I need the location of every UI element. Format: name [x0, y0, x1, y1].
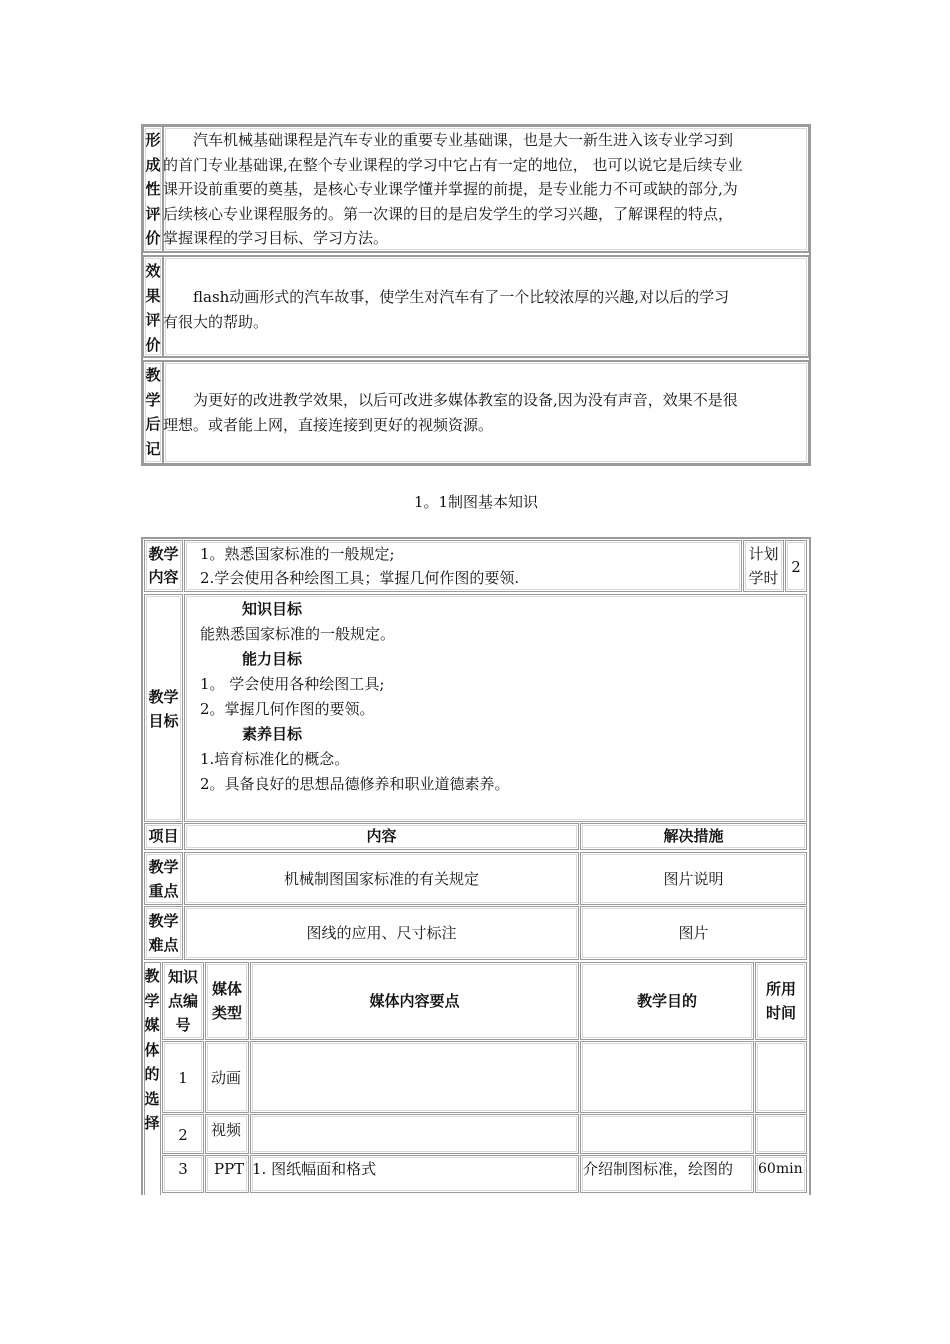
formative-eval-text: 汽车机械基础课程是汽车专业的重要专业基础课，也是大一新生进入该专业学习到 的首门专业基础课,在整个专业课程的学习中它占有一定的地位， 也可以说它是后续专业 课开设前重要的奠基，是核心专业课学懂并掌握的前提，是专业能力不可或缺的部分,为 后续核心专业课程服务的。第一次课的目的是启发学生的学习兴趣，了解课程的特点， 掌握课程的学习目标、学习方法。	[163, 131, 743, 247]
media-row-3-purpose: 介绍制图标准，绘图的	[583, 1160, 734, 1178]
table-row	[755, 1114, 807, 1154]
difficulty-content: 图线的应用、尺寸标注	[306, 924, 457, 942]
key-point-measure: 图片说明	[663, 870, 724, 888]
key-point-content: 机械制图国家标准的有关规定	[283, 870, 479, 888]
table-row	[250, 1041, 579, 1113]
table-row	[580, 1041, 754, 1113]
goal-content: 知识目标 能熟悉国家标准的一般规定。 能力目标 1。 学会使用各种绘图工具; 2。掌握几何作图的要领。 素养目标 1.培育标准化的概念。 2。具备良好的思想品德修养和职业道德素养。	[200, 597, 510, 797]
goal-label: 教学 目标	[148, 688, 179, 730]
effect-eval-label: 效 果 评 价	[145, 262, 161, 354]
media-label: 教 学 媒 体 的 选 择	[144, 967, 160, 1132]
content-label: 教学 内容	[148, 545, 179, 586]
header-item: 项目	[148, 827, 179, 845]
difficulty-measure: 图片	[678, 924, 709, 942]
section-title: 1。1制图基本知识	[413, 493, 539, 511]
media-row-3-type: PPT	[214, 1160, 245, 1178]
media-row-3-points: 1. 图纸幅面和格式	[252, 1160, 377, 1178]
formative-eval-label: 形 成 性 评 价	[145, 131, 161, 247]
table-row	[755, 1041, 807, 1113]
ability-goal-title: 能力目标	[242, 650, 303, 668]
effect-eval-text: flash动画形式的汽车故事，使学生对汽车有了一个比较浓厚的兴趣,对以后的学习 有很大的帮助。	[163, 288, 730, 331]
difficulty-label: 教学 难点	[148, 912, 179, 954]
header-content: 内容	[366, 827, 397, 845]
media-row-3-time: 60min	[758, 1161, 803, 1177]
knowledge-goal-title: 知识目标	[242, 600, 303, 618]
content-text: 1。熟悉国家标准的一般规定; 2.学会使用各种绘图工具；掌握几何作图的要领.	[200, 545, 520, 587]
header-measure: 解决措施	[663, 827, 724, 845]
key-point-label: 教学 重点	[148, 858, 179, 900]
media-purpose-header: 教学目的	[636, 992, 697, 1010]
media-row-2-type: 视频	[211, 1121, 242, 1139]
media-row-1-type: 动画	[211, 1069, 242, 1087]
media-row-1-num: 1	[178, 1069, 188, 1087]
media-row-3-num: 3	[178, 1160, 188, 1178]
media-points-header: 媒体内容要点	[369, 992, 460, 1010]
postscript-label: 教 学 后 记	[145, 366, 161, 458]
table-row	[580, 1114, 754, 1154]
postscript-text: 为更好的改进教学效果，以后可改进多媒体教室的设备,因为没有声音，效果不是很 理想。或者能上网，直接连接到更好的视频资源。	[163, 391, 738, 434]
quality-goal-title: 素养目标	[242, 725, 303, 743]
hours-value: 2	[791, 558, 801, 576]
media-num-header: 知识 点编 号	[167, 968, 198, 1034]
media-type-header: 媒体 类型	[211, 980, 242, 1022]
hours-label: 计划 学时	[748, 545, 779, 587]
table-row	[250, 1114, 579, 1154]
media-time-header: 所用 时间	[765, 980, 796, 1022]
media-row-2-num: 2	[178, 1126, 188, 1144]
